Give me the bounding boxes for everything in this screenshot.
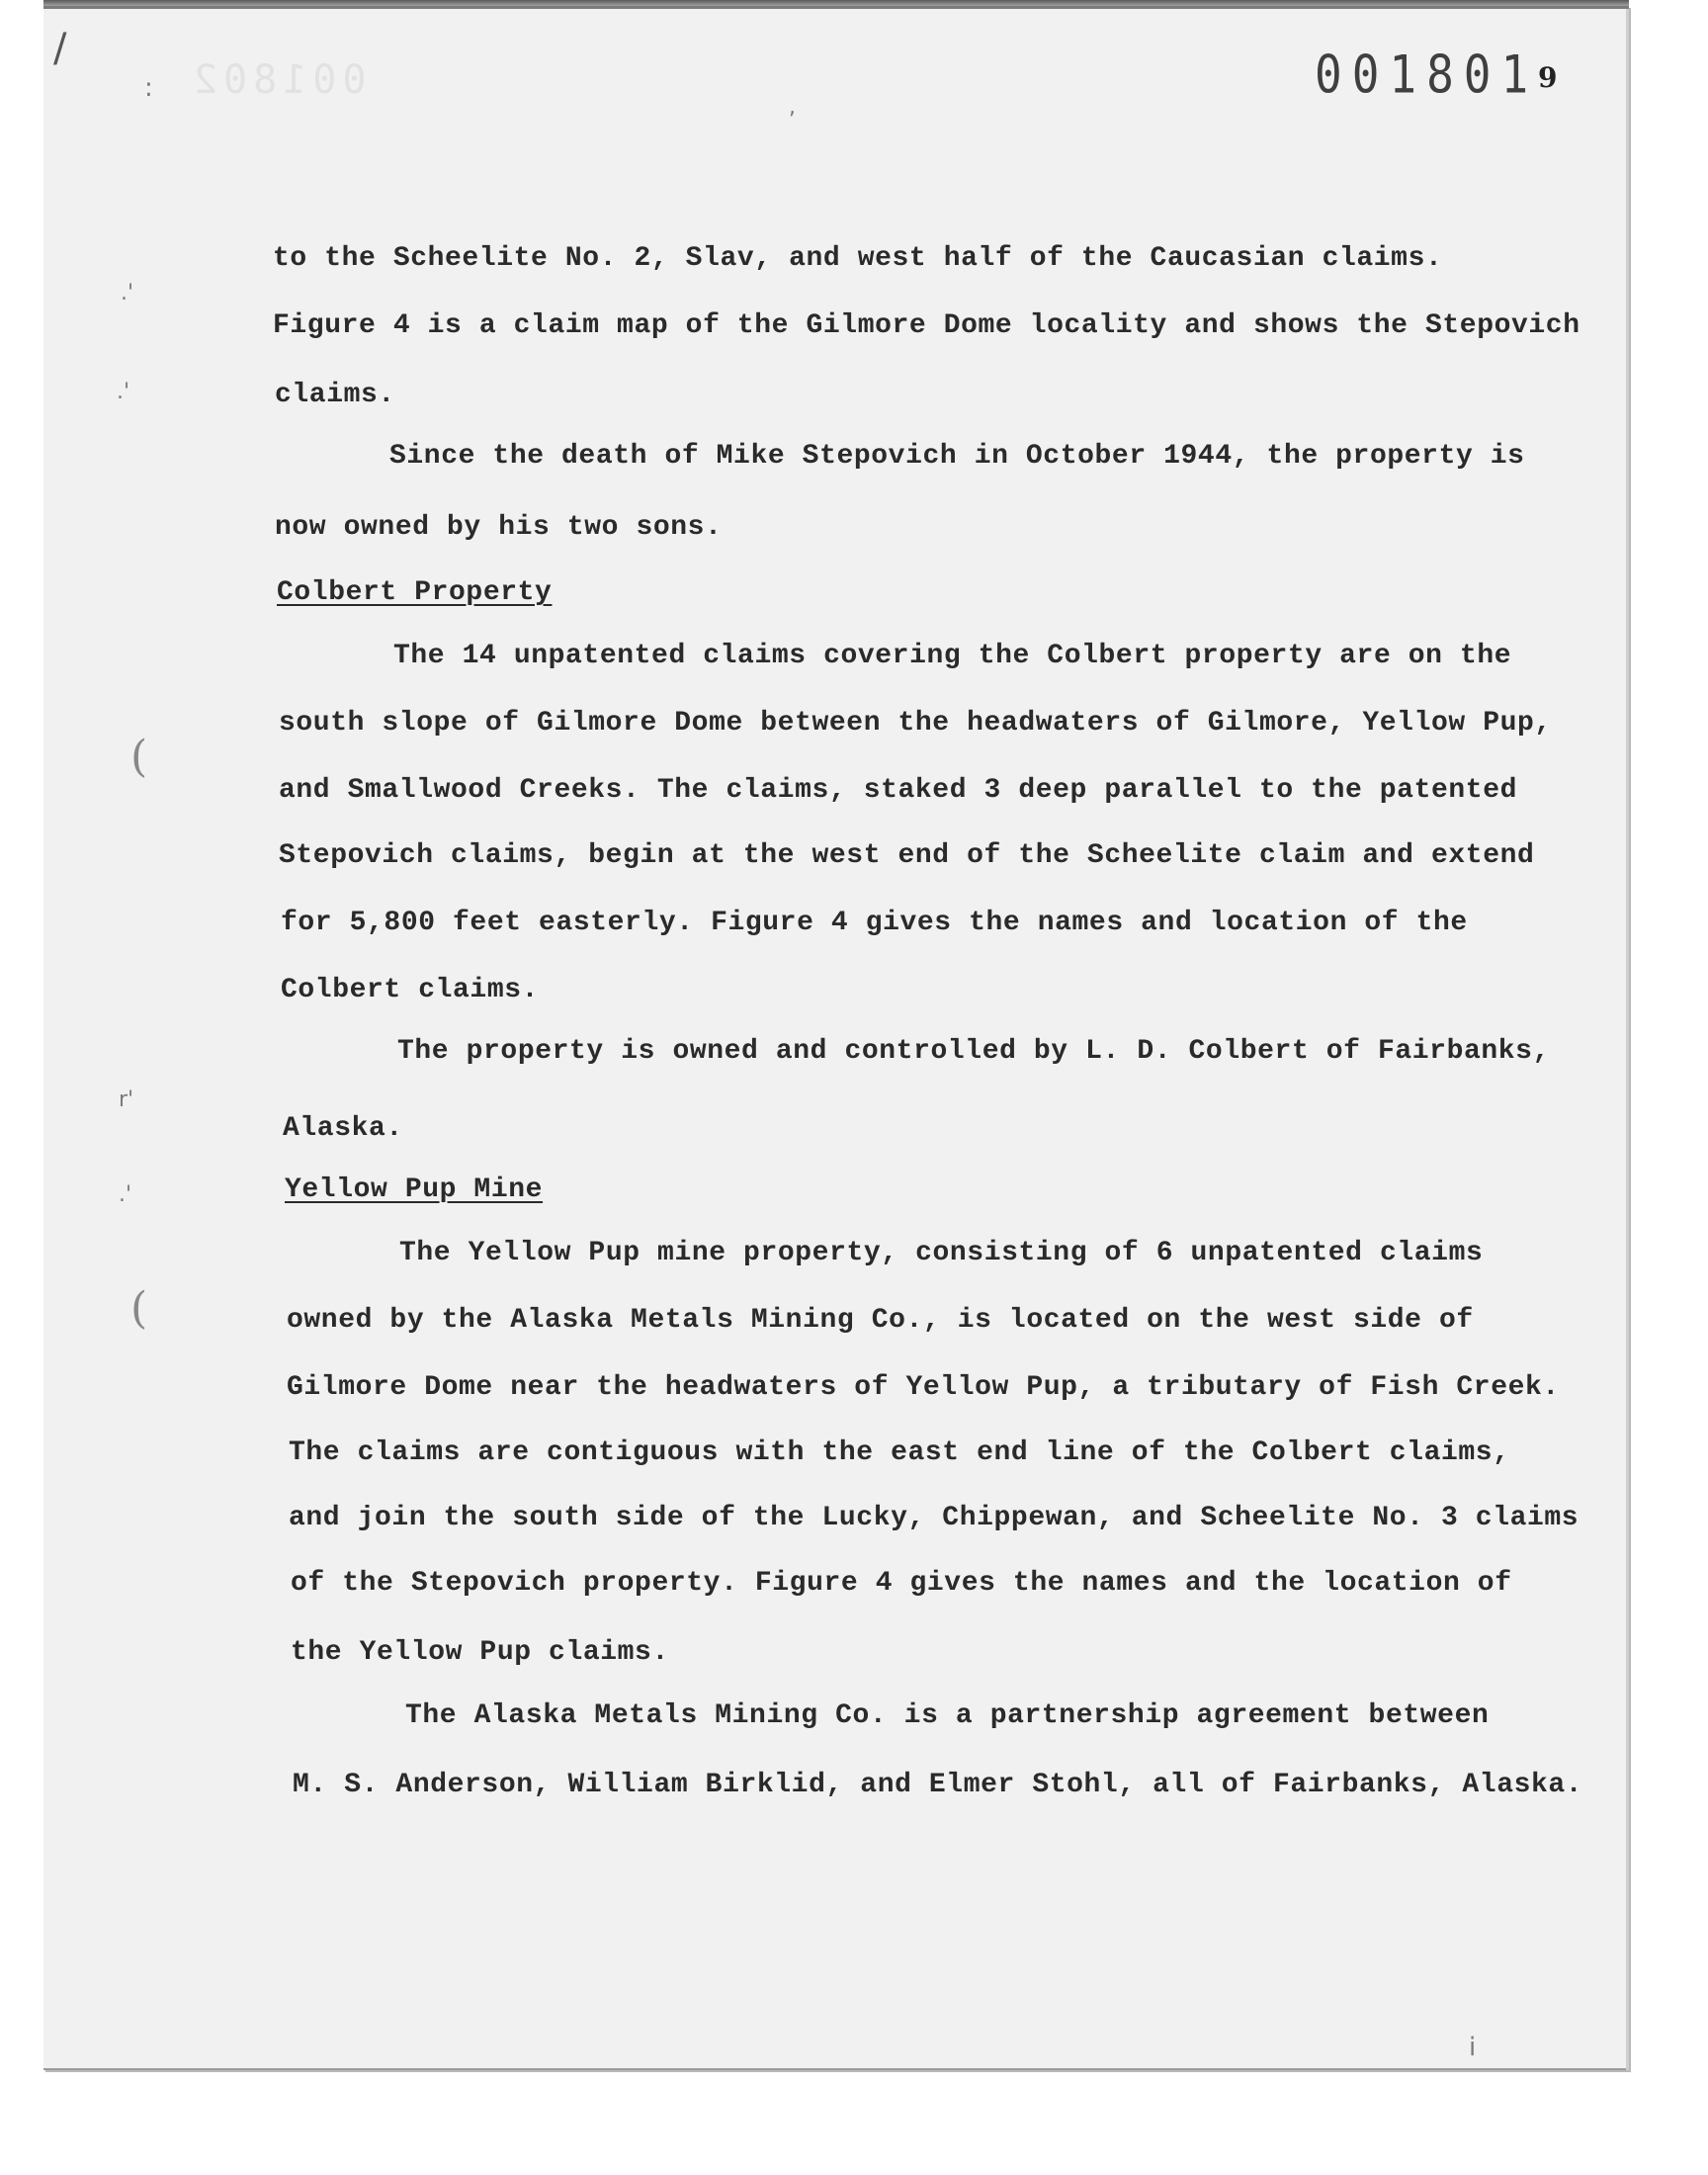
- text-line: Gilmore Dome near the headwaters of Yellow Pup, a tributary of Fish Creek.: [287, 1372, 1560, 1403]
- section-heading: Yellow Pup Mine: [285, 1174, 544, 1205]
- margin-mark: :: [144, 73, 153, 103]
- text-line: of the Stepovich property. Figure 4 gives the names and the location of: [291, 1568, 1512, 1599]
- binder-hole-mark: (: [130, 1283, 148, 1334]
- text-line: claims.: [275, 380, 395, 410]
- text-line: owned by the Alaska Metals Mining Co., is located on the west side of: [287, 1305, 1474, 1336]
- margin-mark: r': [119, 1088, 134, 1112]
- text-line: now owned by his two sons.: [275, 512, 723, 543]
- margin-mark: .': [119, 1182, 132, 1207]
- text-line: the Yellow Pup claims.: [291, 1637, 669, 1668]
- text-line: M. S. Anderson, William Birklid, and Elmer Stohl, all of Fairbanks, Alaska.: [293, 1770, 1583, 1800]
- text-line: Figure 4 is a claim map of the Gilmore Dome locality and shows the Stepovich: [273, 310, 1580, 341]
- text-line: Stepovich claims, begin at the west end of the Scheelite claim and extend: [279, 840, 1535, 871]
- text-line: to the Scheelite No. 2, Slav, and west half of the Caucasian claims.: [273, 243, 1443, 274]
- margin-mark: .': [117, 380, 130, 404]
- text-line: for 5,800 feet easterly. Figure 4 gives the names and location of the: [281, 908, 1468, 938]
- text-line: The Alaska Metals Mining Co. is a partnership agreement between: [405, 1700, 1490, 1731]
- margin-mark: i: [1469, 2033, 1477, 2062]
- text-line: and join the south side of the Lucky, Chippewan, and Scheelite No. 3 claims: [289, 1503, 1580, 1533]
- page-number: 9: [1538, 61, 1558, 94]
- margin-mark: .': [121, 281, 134, 305]
- margin-mark: ,: [789, 95, 796, 120]
- text-line: The Yellow Pup mine property, consisting of 6 unpatented claims: [399, 1238, 1484, 1268]
- text-line: and Smallwood Creeks. The claims, staked 3 deep parallel to the patented: [279, 775, 1517, 806]
- text-line: The property is owned and controlled by L. D. Colbert of Fairbanks,: [397, 1036, 1550, 1067]
- text-line: The claims are contiguous with the east end line of the Colbert claims,: [289, 1437, 1510, 1468]
- text-line: south slope of Gilmore Dome between the headwaters of Gilmore, Yellow Pup,: [279, 708, 1552, 739]
- bleed-through-number: 001802: [188, 57, 367, 103]
- margin-mark: /: [53, 26, 67, 71]
- text-line: Colbert claims.: [281, 975, 540, 1005]
- document-stamp-number: 001801: [1315, 43, 1539, 106]
- text-line: Since the death of Mike Stepovich in October 1944, the property is: [389, 441, 1525, 472]
- text-line: Alaska.: [283, 1113, 403, 1144]
- section-heading: Colbert Property: [277, 577, 553, 608]
- text-line: The 14 unpatented claims covering the Colbert property are on the: [393, 641, 1512, 671]
- binder-hole-mark: (: [130, 732, 148, 782]
